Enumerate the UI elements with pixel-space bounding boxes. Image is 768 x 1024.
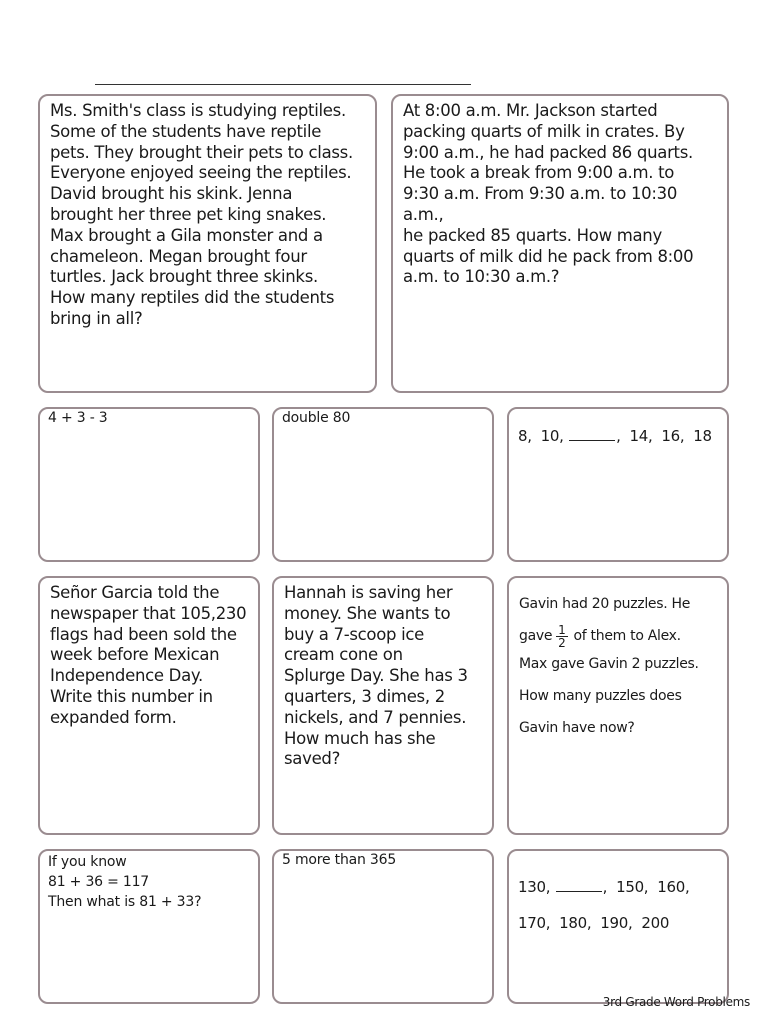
problem-expression: [38, 407, 260, 562]
problem-text: Ms. Smith's class is studying reptiles. Some of the students have reptile pets. They brought their pets to class. Everyone enjoyed seeing the reptiles. David brought his skink. Jenna brought her three pet king snakes. Max brought a Gila monster and a chameleon. Megan brought four turtles. Jack brought three skinks. How many reptiles did the students bring in all?: [50, 101, 353, 328]
problem-milk: [391, 94, 729, 393]
answer-blank: [556, 879, 602, 892]
problem-gavin: [507, 576, 729, 835]
problem-text: At 8:00 a.m. Mr. Jackson started packing quarts of milk in crates. By 9:00 a.m., he had packed 86 quarts. He took a break from 9:00 a.m. to 9:30 a.m. From 9:30 a.m. to 10:30 a.m., he packed 85 quarts. How many quarts of milk did he pack from 8:00 a.m. to 10:30 a.m.?: [403, 101, 694, 287]
problem-more: [272, 849, 494, 1004]
problem-line: [519, 620, 717, 652]
problem-line: Gavin had 20 puzzles. He: [519, 596, 691, 612]
problem-line: How many puzzles does: [519, 688, 682, 704]
problem-sequence-2: [507, 849, 729, 1004]
problem-text: Hannah is saving her money. She wants to buy a 7-scoop ice cream cone on Splurge Day. She has 3 quarters, 3 dimes, 2 nickels, and 7 pennies. How much has she saved?: [284, 583, 468, 769]
problem-word: gave: [519, 628, 553, 644]
answer-blank: [569, 428, 615, 441]
problem-text: double 80: [282, 410, 351, 426]
fraction-numerator: 1: [558, 622, 566, 637]
sequence-end: , 150, 160,: [602, 878, 690, 896]
sequence-end: , 14, 16, 18: [616, 427, 712, 445]
problem-text: If you know 81 + 36 = 117 Then what is 81 + 33?: [48, 854, 202, 910]
problem-sequence-1: [507, 407, 729, 562]
fraction-denominator: 2: [558, 635, 566, 650]
problem-hannah: [272, 576, 494, 835]
problem-line: Max gave Gavin 2 puzzles.: [519, 656, 699, 672]
problem-reptiles: [38, 94, 377, 393]
sequence-line: [518, 869, 718, 905]
problem-line: Gavin have now?: [519, 720, 635, 736]
footer-title: 3rd Grade Word Problems: [602, 995, 750, 1009]
problem-know: [38, 849, 260, 1004]
sequence-start: 8, 10,: [518, 427, 564, 445]
name-line: [95, 84, 471, 85]
problem-double: [272, 407, 494, 562]
fraction-one-half: [556, 624, 567, 649]
problem-flags: [38, 576, 260, 835]
problem-text: Señor Garcia told the newspaper that 105,230 flags had been sold the week before Mexican Independence Day. Write this number in expanded form.: [50, 583, 247, 727]
sequence-line: 170, 180, 190, 200: [518, 914, 670, 932]
sequence-start: 130,: [518, 878, 551, 896]
problem-text: 4 + 3 - 3: [48, 410, 108, 426]
problem-text: 5 more than 365: [282, 852, 397, 868]
problem-line-rest: of them to Alex.: [573, 628, 681, 644]
